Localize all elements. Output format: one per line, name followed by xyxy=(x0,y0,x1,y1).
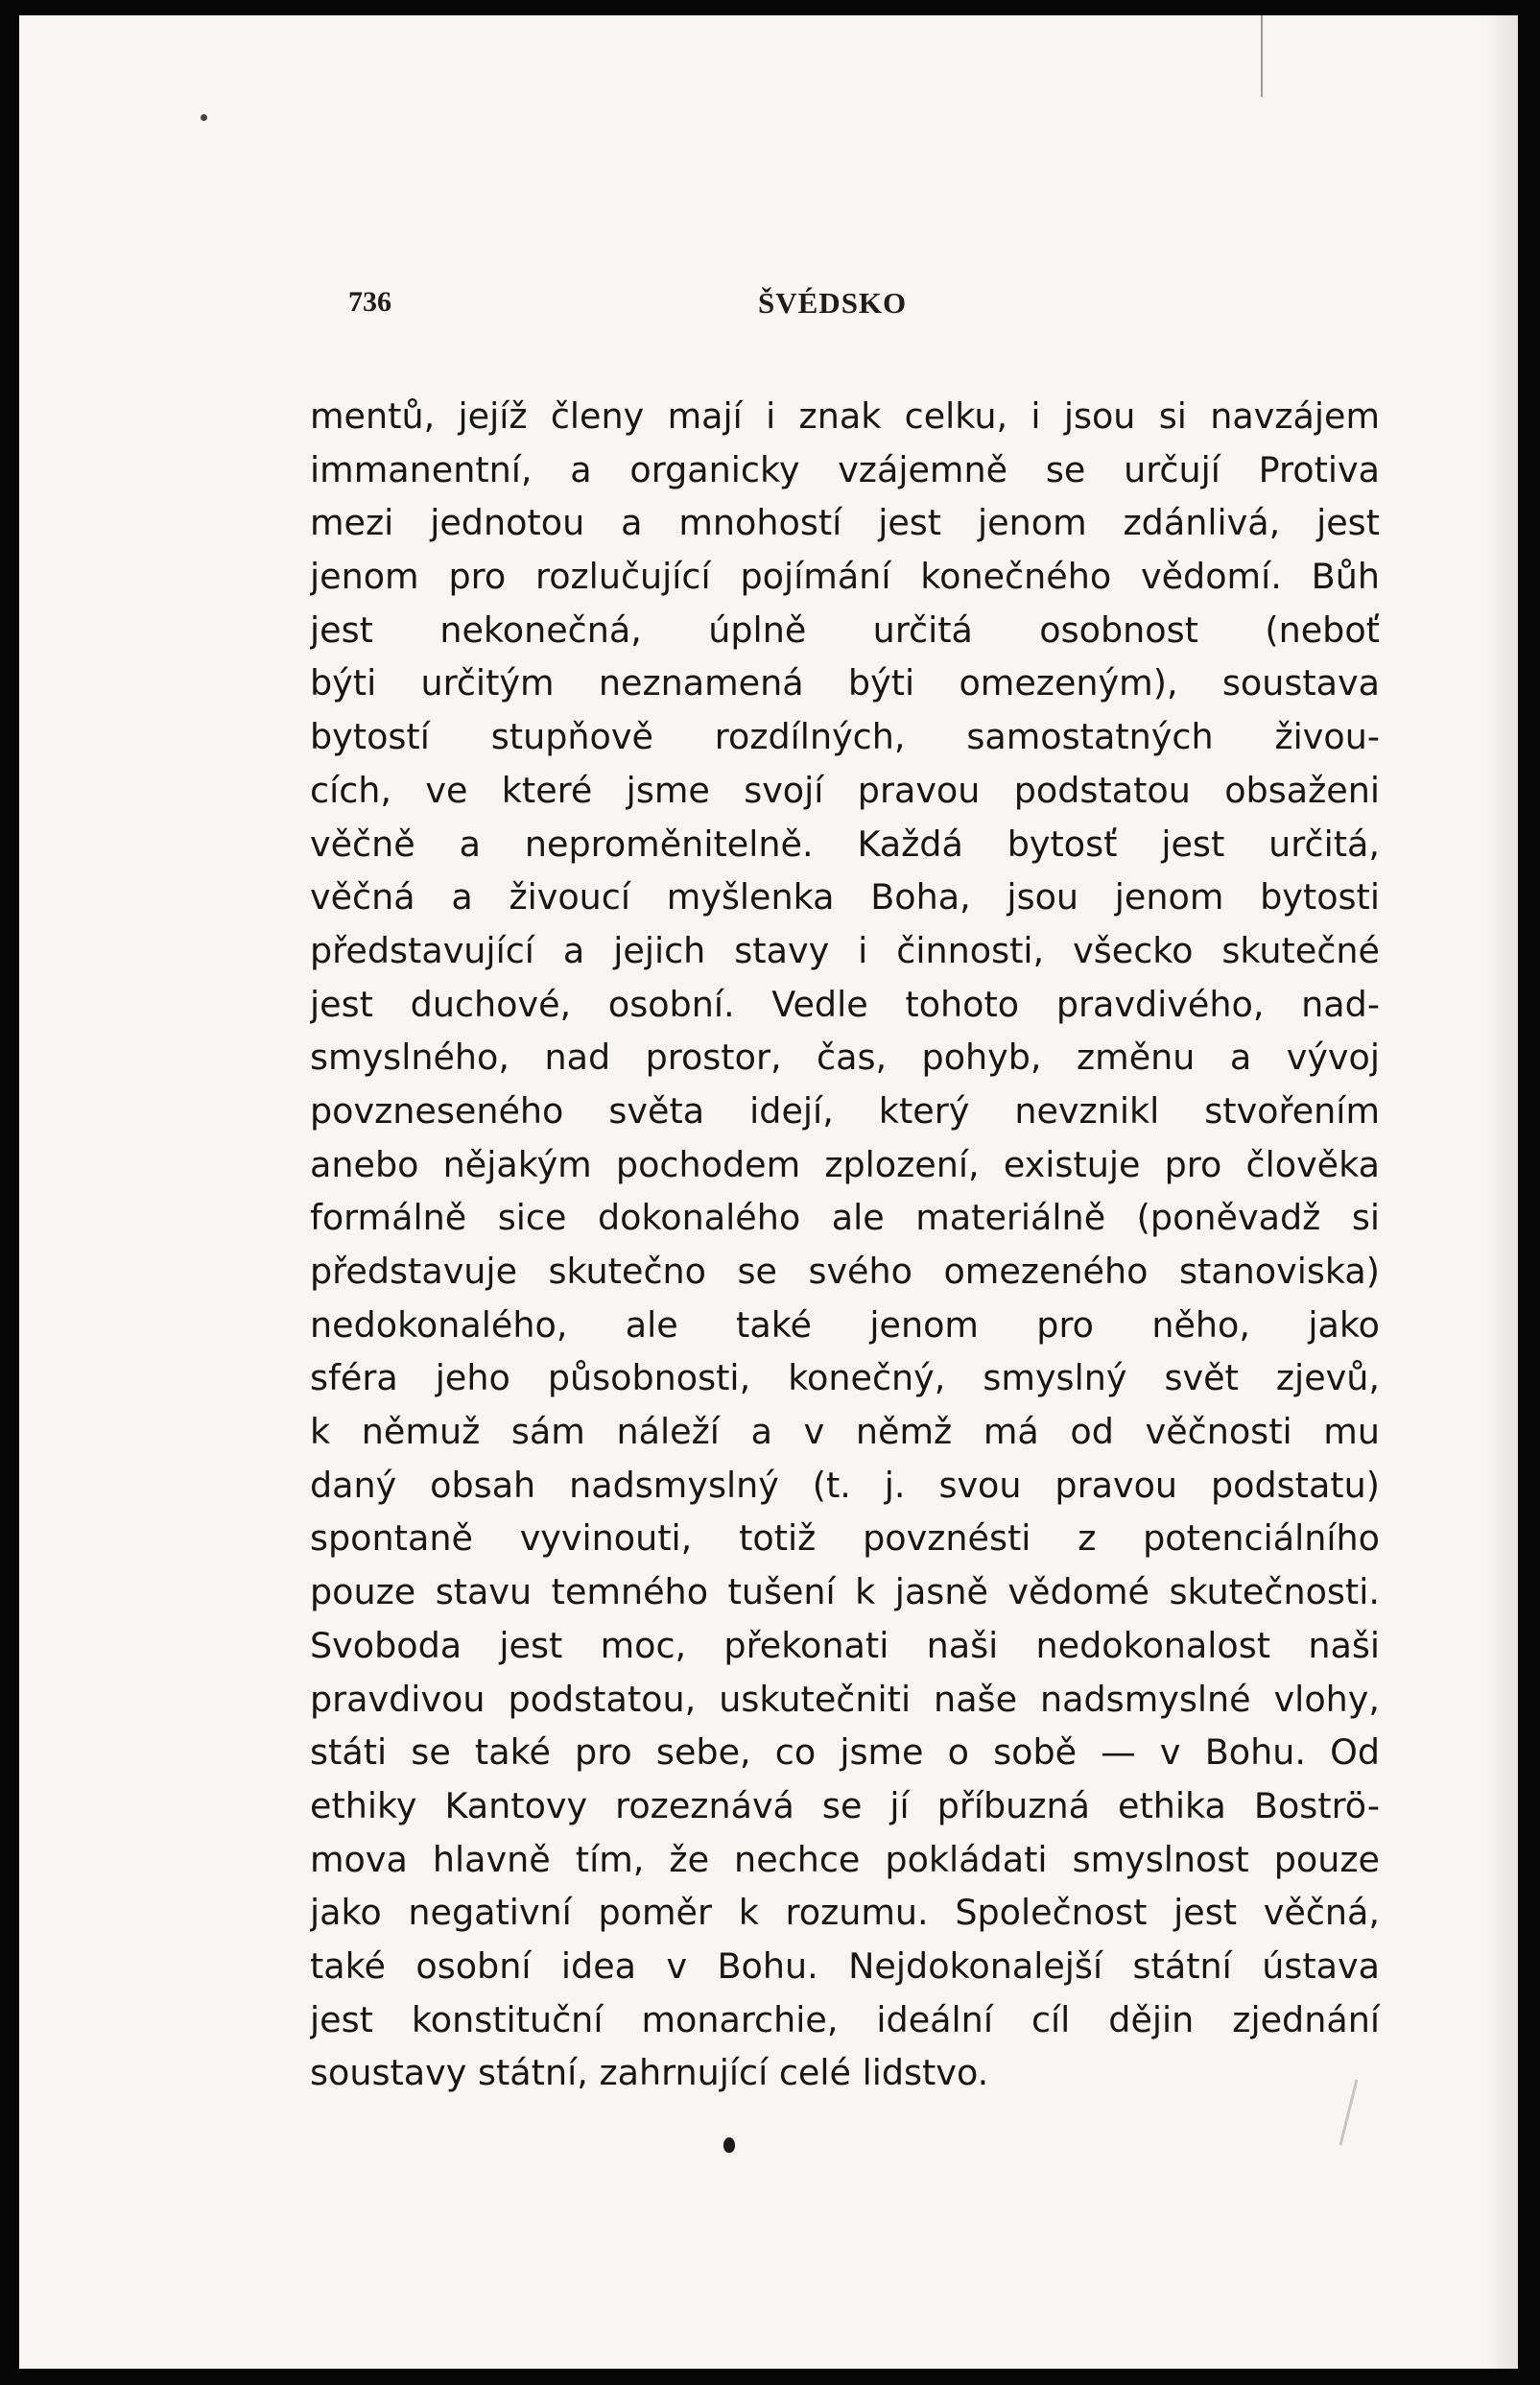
text-line: býti určitým neznamená býti omezeným), soustava xyxy=(310,662,1380,704)
text-line: Svoboda jest moc, překonati naši nedokonalost naši xyxy=(310,1624,1380,1666)
book-page xyxy=(19,15,1518,2369)
text-line: bytostí stupňově rozdílných, samostatných živou- xyxy=(310,716,1380,758)
text-line: cích, ve které jsme svojí pravou podstatou obsaženi xyxy=(310,769,1380,811)
text-line: představující a jejich stavy i činnosti, všecko skutečné xyxy=(310,929,1380,971)
text-line: jest konstituční monarchie, ideální cíl dějin zjednání xyxy=(310,1998,1380,2040)
text-line: věčná a živoucí myšlenka Boha, jsou jenom bytosti xyxy=(310,876,1380,918)
text-line: jest nekonečná, úplně určitá osobnost (neboť xyxy=(310,608,1380,651)
text-line: anebo nějakým pochodem zplození, existuje pro člověka xyxy=(310,1143,1380,1185)
ink-speck xyxy=(201,114,207,121)
text-line: jest duchové, osobní. Vedle tohoto pravdivého, nad- xyxy=(310,983,1380,1025)
text-line: k němuž sám náleží a v němž má od věčnosti mu xyxy=(310,1411,1380,1453)
text-line: také osobní idea v Bohu. Nejdokonalejší státní ústava xyxy=(310,1944,1380,1987)
text-line: představuje skutečno se svého omezeného stanoviska) xyxy=(310,1251,1380,1292)
text-line: věčně a neproměnitelně. Každá bytosť jest určitá, xyxy=(310,823,1380,865)
ornament-mark xyxy=(723,2137,735,2153)
text-line: jenom pro rozlučující pojímání konečného vědomí. Bůh xyxy=(310,556,1380,598)
text-line: pouze stavu temného tušení k jasně vědomé skutečnosti. xyxy=(310,1571,1380,1613)
text-line: ethiky Kantovy rozeznává se jí příbuzná ethika Boströ- xyxy=(310,1784,1380,1826)
text-line: daný obsah nadsmyslný (t. j. svou pravou podstatu) xyxy=(310,1464,1380,1506)
page-edge-shadow xyxy=(1485,15,1518,2369)
page-header xyxy=(19,286,1518,334)
text-line: pravdivou podstatou, uskutečniti naše nadsmyslné vlohy, xyxy=(310,1678,1380,1720)
body-text xyxy=(310,390,1380,2100)
text-line: formálně sice dokonalého ale materiálně (poněvadž si xyxy=(310,1197,1380,1239)
text-line: soustavy státní, zahrnující celé lidstvo. xyxy=(310,2052,989,2094)
text-line: státi se také pro sebe, co jsme o sobě — v Bohu. Od xyxy=(310,1731,1380,1774)
margin-mark xyxy=(1261,15,1263,97)
text-line: smyslného, nad prostor, čas, pohyb, změnu a vývoj xyxy=(310,1037,1380,1079)
text-line: nedokonalého, ale také jenom pro něho, jako xyxy=(310,1303,1380,1346)
running-head: ŠVÉDSKO xyxy=(758,286,908,320)
text-line: sféra jeho působnosti, konečný, smyslný svět zjevů, xyxy=(310,1357,1380,1399)
text-line: povzneseného světa idejí, který nevznikl stvořením xyxy=(310,1089,1380,1132)
text-line: immanentní, a organicky vzájemně se určují Protiva xyxy=(310,448,1380,490)
text-line: mezi jednotou a mnohostí jest jenom zdánlivá, jest xyxy=(310,502,1380,544)
text-line: jako negativní poměr k rozumu. Společnost jest věčná, xyxy=(310,1892,1380,1934)
text-line: spontaně vyvinouti, totiž povznésti z potenciálního xyxy=(310,1517,1380,1560)
text-line: mentů, jejíž členy mají i znak celku, i jsou si navzájem xyxy=(310,395,1380,437)
text-line: mova hlavně tím, že nechce pokládati smyslnost pouze xyxy=(310,1838,1380,1880)
page-number: 736 xyxy=(348,286,391,318)
